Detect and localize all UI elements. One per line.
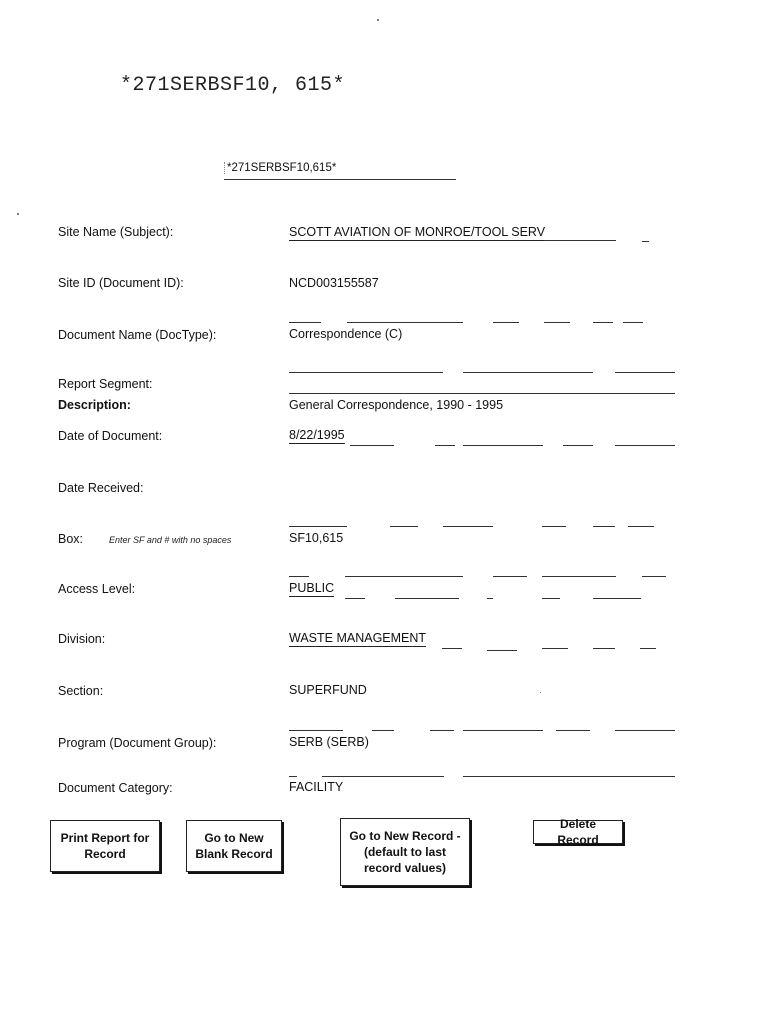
section-label: Section: bbox=[58, 684, 104, 698]
field-underline bbox=[563, 445, 593, 446]
program-value: SERB (SERB) bbox=[289, 735, 369, 749]
field-underline bbox=[430, 730, 454, 731]
barcode-text: *271SERBSF10, 615* bbox=[120, 74, 346, 97]
report-segment-underline bbox=[289, 393, 675, 394]
field-underline bbox=[615, 372, 675, 373]
field-underline bbox=[542, 598, 560, 599]
field-underline bbox=[289, 372, 443, 373]
field-underline bbox=[593, 526, 615, 527]
date-of-document-value: 8/22/1995 bbox=[289, 428, 345, 442]
division-label: Division: bbox=[58, 632, 106, 646]
field-underline bbox=[593, 648, 615, 649]
field-underline bbox=[322, 776, 444, 777]
category-label: Document Category: bbox=[58, 781, 173, 795]
access-level-value: PUBLIC bbox=[289, 581, 335, 595]
field-underline bbox=[542, 648, 568, 649]
scan-speck bbox=[540, 692, 541, 693]
field-underline bbox=[347, 322, 463, 323]
field-underline bbox=[544, 240, 616, 241]
field-underline bbox=[593, 598, 641, 599]
access-level-label: Access Level: bbox=[58, 582, 136, 596]
field-underline bbox=[289, 576, 309, 577]
field-underline bbox=[345, 598, 365, 599]
scan-speck bbox=[17, 213, 19, 215]
field-underline bbox=[390, 526, 418, 527]
site-name-value: SCOTT AVIATION OF MONROE/TOOL SERV bbox=[289, 225, 546, 239]
field-underline bbox=[345, 576, 463, 577]
field-underline bbox=[642, 241, 649, 242]
box-label-text: Box: bbox=[58, 532, 84, 546]
field-underline bbox=[289, 776, 297, 777]
field-underline bbox=[350, 445, 394, 446]
field-underline bbox=[593, 322, 613, 323]
barcode-subtext: *271SERBSF10,615* bbox=[224, 162, 336, 174]
field-underline bbox=[443, 526, 493, 527]
field-underline bbox=[623, 322, 643, 323]
box-value: SF10,615 bbox=[289, 531, 344, 545]
section-value: SUPERFUND bbox=[289, 683, 367, 697]
field-underline bbox=[463, 445, 543, 446]
field-underline bbox=[615, 445, 675, 446]
field-underline bbox=[493, 576, 527, 577]
scan-speck bbox=[377, 19, 379, 21]
field-underline bbox=[395, 598, 459, 599]
field-underline bbox=[544, 322, 570, 323]
division-value: WASTE MANAGEMENT bbox=[289, 631, 427, 645]
barcode-underline bbox=[224, 179, 456, 180]
print-report-button[interactable]: Print Report for Record bbox=[50, 820, 160, 872]
description-label: Description: bbox=[58, 398, 131, 412]
field-underline bbox=[556, 730, 590, 731]
field-underline bbox=[640, 648, 656, 649]
field-underline bbox=[487, 598, 493, 599]
site-id-label: Site ID (Document ID): bbox=[58, 276, 184, 290]
field-underline bbox=[463, 730, 543, 731]
field-underline bbox=[487, 650, 517, 651]
field-underline bbox=[493, 322, 519, 323]
field-underline bbox=[463, 372, 593, 373]
date-received-label: Date Received: bbox=[58, 481, 144, 495]
site-name-label: Site Name (Subject): bbox=[58, 225, 174, 239]
new-record-default-button[interactable]: Go to New Record - (default to last record values) bbox=[340, 818, 470, 886]
box-hint: Enter SF and # with no spaces bbox=[109, 535, 232, 545]
field-underline bbox=[442, 648, 462, 649]
date-of-document-label: Date of Document: bbox=[58, 429, 163, 443]
field-underline bbox=[289, 322, 321, 323]
field-underline bbox=[289, 730, 343, 731]
field-underline bbox=[463, 776, 675, 777]
field-underline bbox=[628, 526, 654, 527]
field-underline bbox=[372, 730, 394, 731]
box-label bbox=[58, 532, 231, 546]
field-underline bbox=[615, 730, 675, 731]
category-value: FACILITY bbox=[289, 780, 344, 794]
field-underline bbox=[542, 526, 566, 527]
field-underline bbox=[289, 526, 347, 527]
field-underline bbox=[542, 576, 616, 577]
doc-name-value: Correspondence (C) bbox=[289, 327, 403, 341]
field-underline bbox=[435, 445, 455, 446]
program-label: Program (Document Group): bbox=[58, 736, 217, 750]
site-id-value: NCD003155587 bbox=[289, 276, 379, 290]
field-underline bbox=[642, 576, 666, 577]
report-segment-label: Report Segment: bbox=[58, 377, 153, 391]
new-blank-record-button[interactable]: Go to New Blank Record bbox=[186, 820, 282, 872]
doc-name-label: Document Name (DocType): bbox=[58, 328, 217, 342]
delete-record-button[interactable]: Delete Record bbox=[533, 820, 623, 844]
description-value: General Correspondence, 1990 - 1995 bbox=[289, 398, 504, 412]
